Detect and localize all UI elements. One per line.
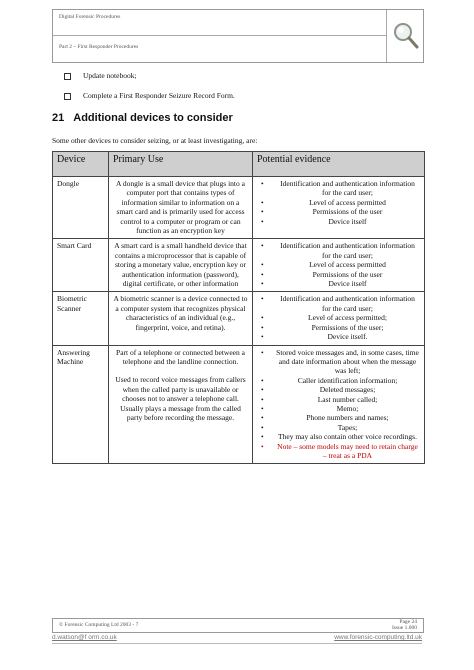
header-subtitle: Part 2 – First Responder Procedures (59, 44, 139, 50)
evidence-item: • Caller identification information; (275, 376, 420, 385)
section-title: Additional devices to consider (73, 112, 233, 124)
evidence-item: • Permissions of the user; (275, 323, 420, 332)
column-header-potential-evidence: Potential evidence (253, 152, 425, 177)
evidence-item: • Level of access permitted (275, 260, 420, 269)
evidence-item: • Memo; (275, 404, 420, 413)
header-title: Digital Forensic Procedures (53, 10, 387, 36)
evidence-item: • Permissions of the user (275, 270, 420, 279)
evidence-item: • They may also contain other voice recordings. (275, 432, 420, 441)
checkbox-bullet-icon (64, 93, 71, 100)
footer-divider (52, 643, 422, 644)
device-cell: Biometric Scanner (53, 292, 109, 345)
section-heading (52, 112, 233, 124)
evidence-item: • Device itself. (275, 332, 420, 341)
evidence-item: • Permissions of the user (275, 207, 420, 216)
document-header (52, 9, 424, 63)
evidence-cell (253, 292, 425, 345)
evidence-cell (253, 345, 425, 464)
evidence-item: • Deleted messages; (275, 385, 420, 394)
evidence-note: • Note – some models may need to retain charge – treat as a PDA (275, 442, 420, 461)
evidence-item: • Stored voice messages and, in some cases, time and date information about when the message was left; (275, 348, 420, 376)
table-row (53, 239, 425, 292)
device-cell: Smart Card (53, 239, 109, 292)
evidence-item: • Last number called; (275, 395, 420, 404)
devices-table (52, 151, 425, 464)
footer-email-link[interactable]: d.watson@f orm.co.uk (52, 634, 117, 641)
table-row (53, 345, 425, 464)
intro-paragraph: Some other devices to consider seizing, or at least investigating, are: (52, 136, 258, 145)
bullet-update-notebook: Update notebook; (64, 71, 137, 80)
primary-use-cell: Part of a telephone or connected between a telephone and the landline connection. Used to record voice messages from callers when the called party is unavailable or chooses not to answer a telephone call. Usually plays a message from the called party before recording the message. (109, 345, 253, 464)
footer-issue: Issue 1.000 (391, 625, 417, 631)
section-number: 21 (52, 112, 65, 124)
table-row (53, 177, 425, 239)
footer-page-number: Page 24 (399, 619, 417, 625)
footer-website-link[interactable]: www.forensic-computing.ltd.uk (334, 634, 422, 641)
column-header-device: Device (53, 152, 109, 177)
table-header-row (53, 152, 425, 177)
checkbox-bullet-icon (64, 73, 71, 80)
device-cell: Dongle (53, 177, 109, 239)
evidence-item: • Device itself (275, 217, 420, 226)
primary-use-cell: A smart card is a small handheld device that contains a microprocessor that is capable of storing a monetary value, encryption key or authentication information (password), digital certificate, or other information (109, 239, 253, 292)
evidence-item: • Device itself (275, 279, 420, 288)
primary-use-cell: A dongle is a small device that plugs into a computer port that contains types of information similar to information on a smart card and is primarily used for access control to a computer or program or can function as an encryption key (109, 177, 253, 239)
device-cell: Answering Machine (53, 345, 109, 464)
evidence-item: • Identification and authentication information for the card user; (275, 179, 420, 198)
magnifier-logo-icon (386, 10, 423, 62)
primary-use-cell: A biometric scanner is a device connected to a computer system that recognizes physical characteristics of an individual (e.g., fingerprint, voice, and retina). (109, 292, 253, 345)
evidence-cell (253, 239, 425, 292)
table-row (53, 292, 425, 345)
evidence-item: • Tapes; (275, 423, 420, 432)
footer-copyright: © Forensic Computing Ltd 2003 - 7 (59, 622, 139, 628)
evidence-item: • Identification and authentication information for the card user; (275, 294, 420, 313)
document-footer (52, 618, 424, 633)
evidence-item: • Identification and authentication information for the card user; (275, 241, 420, 260)
column-header-primary-use: Primary Use (109, 152, 253, 177)
bullet-complete-form: Complete a First Responder Seizure Record Form. (64, 91, 235, 100)
evidence-cell (253, 177, 425, 239)
evidence-item: • Level of access permitted (275, 198, 420, 207)
evidence-item: • Level of access permitted; (275, 313, 420, 322)
evidence-item: • Phone numbers and names; (275, 413, 420, 422)
